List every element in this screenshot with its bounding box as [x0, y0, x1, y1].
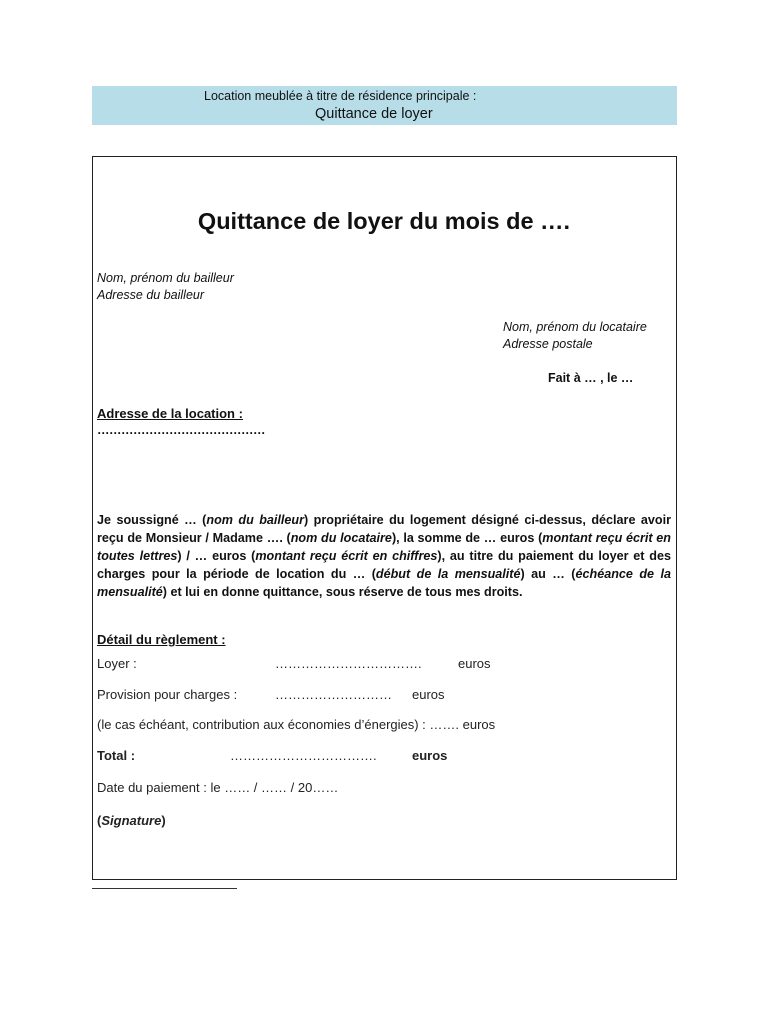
location-value: …………………………………… — [97, 423, 265, 437]
total-label: Total : — [97, 748, 136, 763]
decl-text: ), la somme de … euros ( — [391, 531, 543, 545]
charges-dots: ……………………… — [275, 687, 392, 702]
document-title: Quittance de loyer du mois de …. — [197, 208, 571, 234]
decl-italic: montant reçu écrit en toutes lettres — [97, 531, 671, 563]
location-label: Adresse de la location : — [97, 406, 243, 421]
total-unit: euros — [412, 748, 448, 763]
decl-italic: nom du bailleur — [206, 513, 305, 527]
decl-text: ) au … ( — [520, 567, 576, 581]
charges-label: Provision pour charges : — [97, 687, 238, 702]
decl-italic: nom du locataire — [290, 531, 392, 545]
decl-italic: montant reçu écrit en chiffres — [255, 549, 438, 563]
loyer-dots: ……………………………. — [275, 656, 422, 671]
place-date: Fait à … , le … — [548, 371, 634, 385]
landlord-address: Adresse du bailleur — [97, 288, 205, 302]
landlord-name: Nom, prénom du bailleur — [97, 271, 234, 285]
signature-word: Signature — [101, 813, 162, 828]
loyer-unit: euros — [458, 656, 491, 671]
tenant-address: Adresse postale — [503, 337, 593, 351]
decl-text: ) et lui en donne quittance, sous réserve de tous mes droits. — [162, 585, 523, 599]
header-subtitle: Location meublée à titre de résidence principale : — [204, 89, 477, 103]
header-band — [92, 86, 677, 125]
decl-italic: début de la mensualité — [375, 567, 521, 581]
decl-italic: échéance de la mensualité — [97, 567, 672, 599]
tenant-name: Nom, prénom du locataire — [503, 320, 647, 334]
signature — [97, 813, 166, 828]
charges-unit: euros — [412, 687, 445, 702]
loyer-label: Loyer : — [97, 656, 137, 671]
declaration-paragraph — [97, 511, 671, 601]
energy-contribution: (le cas échéant, contribution aux économies d’énergies) : ……. euros — [97, 717, 496, 732]
decl-text: ) / … euros ( — [177, 549, 256, 563]
decl-text: ), au titre du paiement du loyer et des charges pour la période de location du … ( — [97, 549, 671, 581]
footnote-rule — [92, 888, 237, 889]
payment-date: Date du paiement : le …… / …… / 20…… — [97, 780, 339, 795]
signature-close: ) — [161, 813, 166, 828]
signature-open: ( — [97, 813, 102, 828]
header-title: Quittance de loyer — [315, 106, 433, 122]
total-dots: ……………………………. — [230, 748, 377, 763]
decl-text: Je soussigné … ( — [97, 513, 207, 527]
decl-text: ) propriétaire du logement désigné ci-dessus, déclare avoir reçu de Monsieur / Madame …. ( — [97, 513, 671, 545]
detail-label: Détail du règlement : — [97, 632, 226, 647]
